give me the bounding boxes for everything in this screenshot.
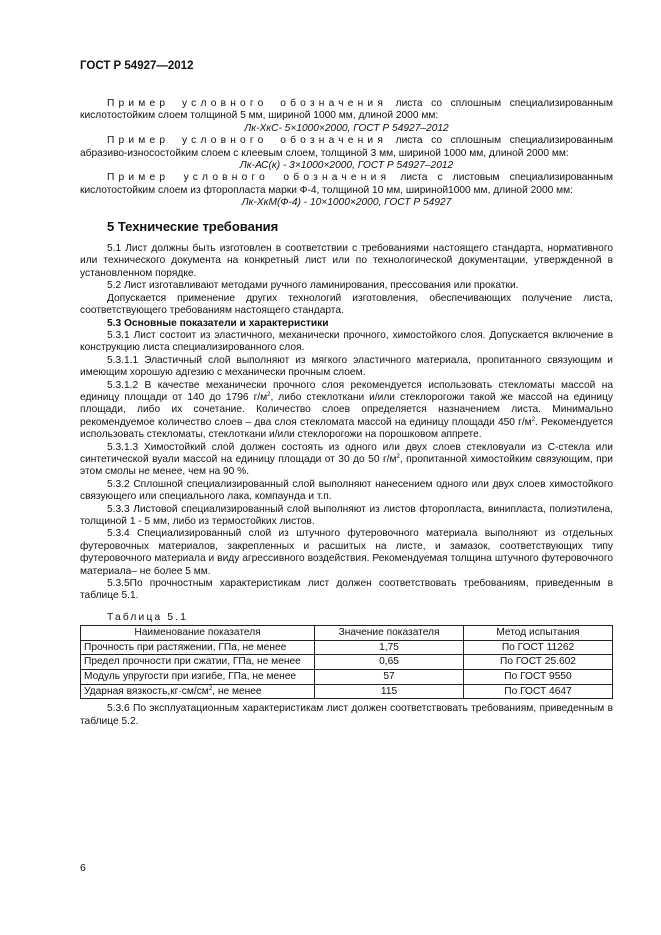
table-cell: Модуль упругости при изгибе, ГПа, не менее [81, 670, 315, 685]
example-3-code: Лк-ХкМ(Ф-4) - 10×1000×2000, ГОСТ Р 54927 [241, 197, 452, 209]
para-5-2: 5.2 Лист изготавливают методами ручного ламинирования, прессования или прокатки. [107, 280, 519, 292]
table-row [81, 670, 613, 685]
example-2: Пример условного обозначения листа со сплошным специализированным абразиво-износостойким слоем с клеевым слоем, толщиной 3 мм, шириной 1000 мм, длиной 2000 мм: [80, 135, 613, 159]
document-header: ГОСТ Р 54927—2012 [80, 60, 194, 72]
para-5-3-4: 5.3.4 Специализированный слой из штучного футеровочного материала выполняют из отдельных футеровочных материалов, закрепленных и расшитых на листе, и замазок, соответствующих типу футеровочного материала и виду агрессивного воздействия. Рекомендуемая толщина штучного футеровочного материала– не более 5 мм. [80, 528, 613, 577]
para-5-1: 5.1 Лист должны быть изготовлен в соответствии с требованиями настоящего стандарта, нормативного или технического документа на конкретный лист или по технологической документации, утвержденной в установленном порядке. [80, 243, 613, 279]
table-row [81, 655, 613, 670]
para-5-3-6: 5.3.6 По эксплуатационным характеристикам лист должен соответствовать требованиям, приведенным в таблице 5.2. [80, 703, 613, 727]
table-header-row [81, 626, 613, 641]
table-caption: Таблица 5.1 [107, 611, 189, 623]
table-cell: 1,75 [315, 640, 464, 655]
table-header-cell: Значение показателя [315, 626, 464, 641]
example-1: Пример условного обозначения листа со сплошным специализированным кислотостойким слоем толщиной 5 мм, шириной 1000 мм, длиной 2000 мм: [80, 98, 613, 122]
para-5-3-1: 5.3.1 Лист состоит из эластичного, механически прочного, химостойкого слоя. Допускается включение в конструкцию листа специализированного слоя. [80, 329, 613, 354]
para-5-3-5: 5.3.5По прочностным характеристикам лист должен соответствовать требованиям, приведенным в таблице 5.1. [80, 578, 613, 602]
table-cell: По ГОСТ 25.602 [464, 655, 613, 670]
para-5-3-3: 5.3.3 Листовой специализированный слой выполняют из листов фторопласта, винипласта, полиэтилена, толщиной 1 - 5 мм, либо из термостойких листов. [80, 503, 613, 527]
example-1-code: Лк-ХкС- 5×1000×2000, ГОСТ Р 54927–2012 [244, 122, 449, 134]
table-header-cell: Метод испытания [464, 626, 613, 641]
table-cell: 0,65 [315, 655, 464, 670]
table-cell: По ГОСТ 4647 [464, 684, 613, 699]
table-cell: Предел прочности при сжатии, ГПа, не менее [81, 655, 315, 670]
table-5-1 [80, 625, 613, 699]
table-cell: Ударная $вязкость,кг\cdot см/см^2$, не менее [81, 684, 315, 699]
table-row [81, 640, 613, 655]
table-cell: 115 [315, 684, 464, 699]
table-cell: 57 [315, 670, 464, 685]
example-3: Пример условного обозначения листа с листовым специализированным кислотостойким слоем из фторопласта марки Ф-4, толщиной 10 мм, шириной1000 мм, длиной 2000 мм: [80, 172, 613, 196]
para-5-3-2: 5.3.2 Сплошной специализированный слой выполняют нанесением одного или двух слоев химостойкого связующего или специального лака, компаунда и т.п. [80, 478, 613, 503]
para-5-3-1-3: 5.3.1.3 Химостойкий слой должен состоять из одного или двух слоев стекловуали из С-стекла или синтетической вуали массой на единицу площади от 30 до 50 $г/м^2$, пропитанной химостойким связующим, при этом смолы не менее, чем на 90 %. [80, 441, 613, 478]
table-cell: По ГОСТ 9550 [464, 670, 613, 685]
document-body [80, 98, 613, 728]
table-cell: По ГОСТ 11262 [464, 640, 613, 655]
page-number: 6 [80, 862, 86, 874]
para-5-3-heading: 5.3 Основные показатели и характеристики [107, 317, 329, 329]
para-5-3-1-1: 5.3.1.1 Эластичный слой выполняют из мягкого эластичного материала, пропитанного связующим и имеющим хорошую адгезию с механически прочным слоем. [80, 354, 613, 379]
para-5-2-b: Допускается применение других технологий изготовления, обеспечивающих получение листа, соответствующего требованиям настоящего стандарта. [80, 292, 613, 317]
table-header-cell: Наименование показателя [81, 626, 315, 641]
table-row [81, 684, 613, 699]
section-title: 5 Технические требования [107, 218, 279, 234]
example-2-code: Лк-АС(к) - 3×1000×2000, ГОСТ Р 54927–2012 [239, 160, 454, 172]
table-cell: Прочность при растяжении, ГПа, не менее [81, 640, 315, 655]
para-5-3-1-2: 5.3.1.2 В качестве механически прочного слоя рекомендуется использовать стекломаты массой на единицу площади от 140 до 1796 $г/м^2$, либо стеклоткани и/или стеклорогожи такой же массой на единицу площади, либо их сочетание. Количество слоев определяется назначением листа. Минимально рекомендуемое количество слоев – два слоя стекломата массой на единицу площади 450 $г/м^2$. Рекомендуется использовать стекломаты, стеклоткани и/или стеклорогожи на порошковом аппрете. [80, 379, 613, 441]
